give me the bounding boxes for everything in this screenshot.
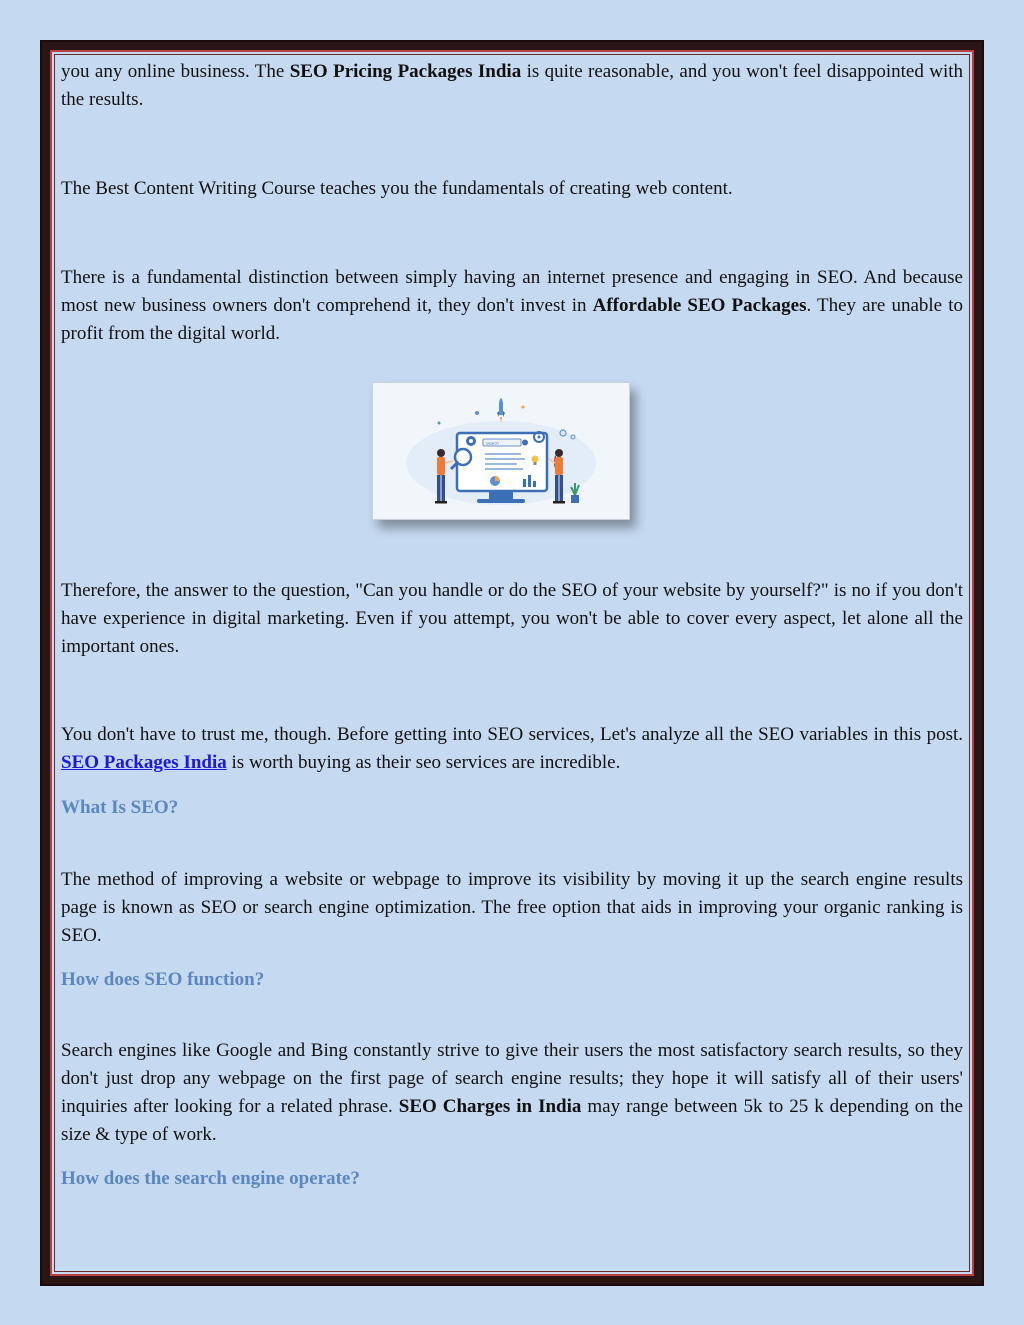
document-body [61, 58, 964, 1189]
bold-affordable-seo: Affordable SEO Packages [592, 295, 807, 316]
bold-seo-charges: SEO Charges in India [398, 1096, 582, 1117]
paragraph-handle-seo: Therefore, the answer to the question, "Can you handle or do the SEO of your website by yourself?" is no if you don't have experience in digital marketing. Even if you attempt, you won't be able to cover every aspect, let alone all the important ones. [61, 580, 963, 657]
paragraph-search-engines: Search engines like Google and Bing constantly strive to give their users the most satisfactory search results, so they don't just drop any webpage on the first page of search engine results; they hope it will satisfy all of their users' inquiries after looking for a related phrase. SEO Charges in India may range between 5k to 25 k depending on the size & type of work. [61, 1040, 963, 1145]
paragraph-seo-pricing: you any online business. The SEO Pricing Packages India is quite reasonable, and you won't feel disappointed with the results. [61, 61, 964, 110]
paragraph-trust: You don't have to trust me, though. Before getting into SEO services, Let's analyze all the SEO variables in this post. SEO Packages India is worth buying as their seo services are incredible. [61, 724, 963, 773]
paragraph-content-writing: The Best Content Writing Course teaches you the fundamentals of creating web content. [61, 178, 733, 199]
illustration-search-text: Search [486, 440, 499, 446]
seo-packages-india-link[interactable]: SEO Packages India [61, 752, 227, 773]
seo-illustration [372, 382, 630, 520]
seo-illustration-svg [373, 383, 629, 519]
bold-seo-pricing-packages: SEO Pricing Packages India [289, 61, 522, 82]
heading-search-engine-operate: How does the search engine operate? [61, 1168, 360, 1189]
paragraph-method: The method of improving a website or webpage to improve its visibility by moving it up the search engine results page is known as SEO or search engine optimization. The free option that aids in improving your organic ranking is SEO. [61, 869, 963, 946]
heading-what-is-seo: What Is SEO? [61, 797, 179, 818]
rocket-icon [497, 398, 505, 423]
paragraph-distinction: There is a fundamental distinction between simply having an internet presence and engaging in SEO. And because most new business owners don't comprehend it, they don't invest in Affordable SEO Packages. They are unable to profit from the digital world. [61, 267, 963, 344]
heading-seo-function: How does SEO function? [61, 969, 265, 990]
